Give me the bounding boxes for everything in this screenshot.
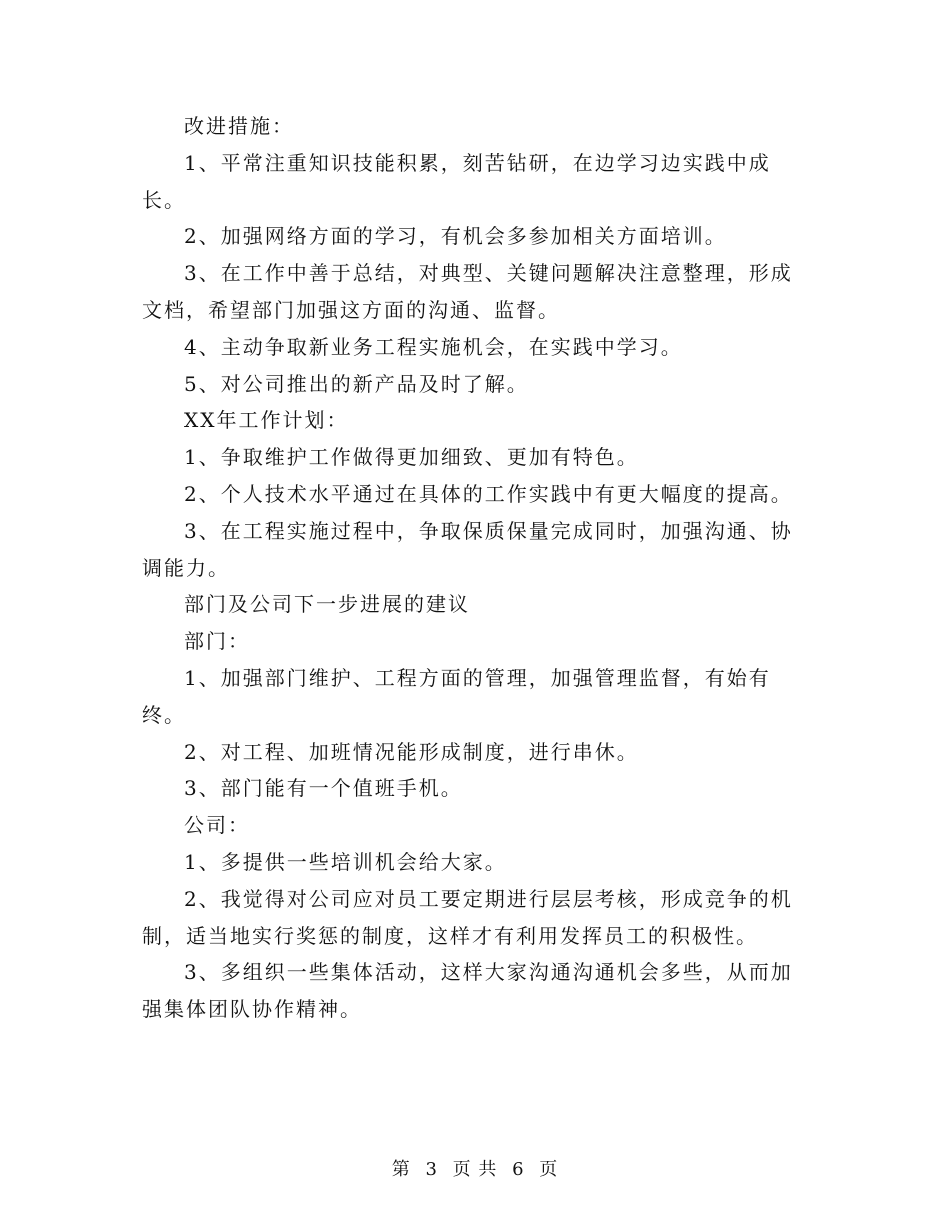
paragraph-suggestions-heading: 部门及公司下一步进展的建议: [184, 592, 470, 617]
footer-suffix: 页: [539, 1159, 559, 1180]
paragraph-plan-1: 1、争取维护工作做得更加细致、更加有特色。: [184, 445, 639, 470]
page-number-footer: [0, 1155, 950, 1181]
footer-total-pages: 6: [512, 1159, 525, 1180]
paragraph-department-1: 1、加强部门维护、工程方面的管理，加强管理监督，有始有终。: [142, 665, 771, 727]
paragraph-company-1: 1、多提供一些培训机会给大家。: [184, 849, 507, 874]
paragraph-company-3: 3、多组织一些集体活动，这样大家沟通沟通机会多些，从而加强集体团队协作精神。: [142, 960, 793, 1022]
paragraph-plan-3: 3、在工程实施过程中，争取保质保量完成同时，加强沟通、协调能力。: [142, 518, 793, 580]
paragraph-improvement-heading: 改进措施：: [184, 114, 294, 138]
footer-current-page: 3: [425, 1159, 438, 1180]
paragraph-improvement-4: 4、主动争取新业务工程实施机会，在实践中学习。: [184, 334, 683, 359]
paragraph-plan-2: 2、个人技术水平通过在具体的工作实践中有更大幅度的提高。: [184, 481, 793, 506]
paragraph-company-heading: 公司：: [184, 813, 250, 838]
paragraph-company-2: 2、我觉得对公司应对员工要定期进行层层考核，形成竞争的机制，适当地实行奖惩的制度，这样才有利用发挥员工的积极性。: [142, 886, 793, 948]
paragraph-department-2: 2、对工程、加班情况能形成制度，进行串休。: [184, 739, 639, 764]
paragraph-department-3: 3、部门能有一个值班手机。: [184, 776, 463, 801]
document-body: [142, 108, 810, 1028]
paragraph-improvement-2: 2、加强网络方面的学习，有机会多参加相关方面培训。: [184, 224, 727, 249]
paragraph-improvement-1: 1、平常注重知识技能积累，刻苦钻研，在边学习边实践中成长。: [142, 150, 771, 212]
paragraph-improvement-5: 5、对公司推出的新产品及时了解。: [184, 371, 529, 396]
paragraph-plan-heading: XX年工作计划：: [184, 408, 349, 433]
paragraph-department-heading: 部门：: [184, 629, 250, 654]
footer-middle: 页 共: [452, 1159, 498, 1180]
paragraph-improvement-3: 3、在工作中善于总结，对典型、关键问题解决注意整理，形成文档，希望部门加强这方面的沟通、监督。: [142, 261, 793, 322]
footer-prefix: 第: [391, 1159, 411, 1180]
